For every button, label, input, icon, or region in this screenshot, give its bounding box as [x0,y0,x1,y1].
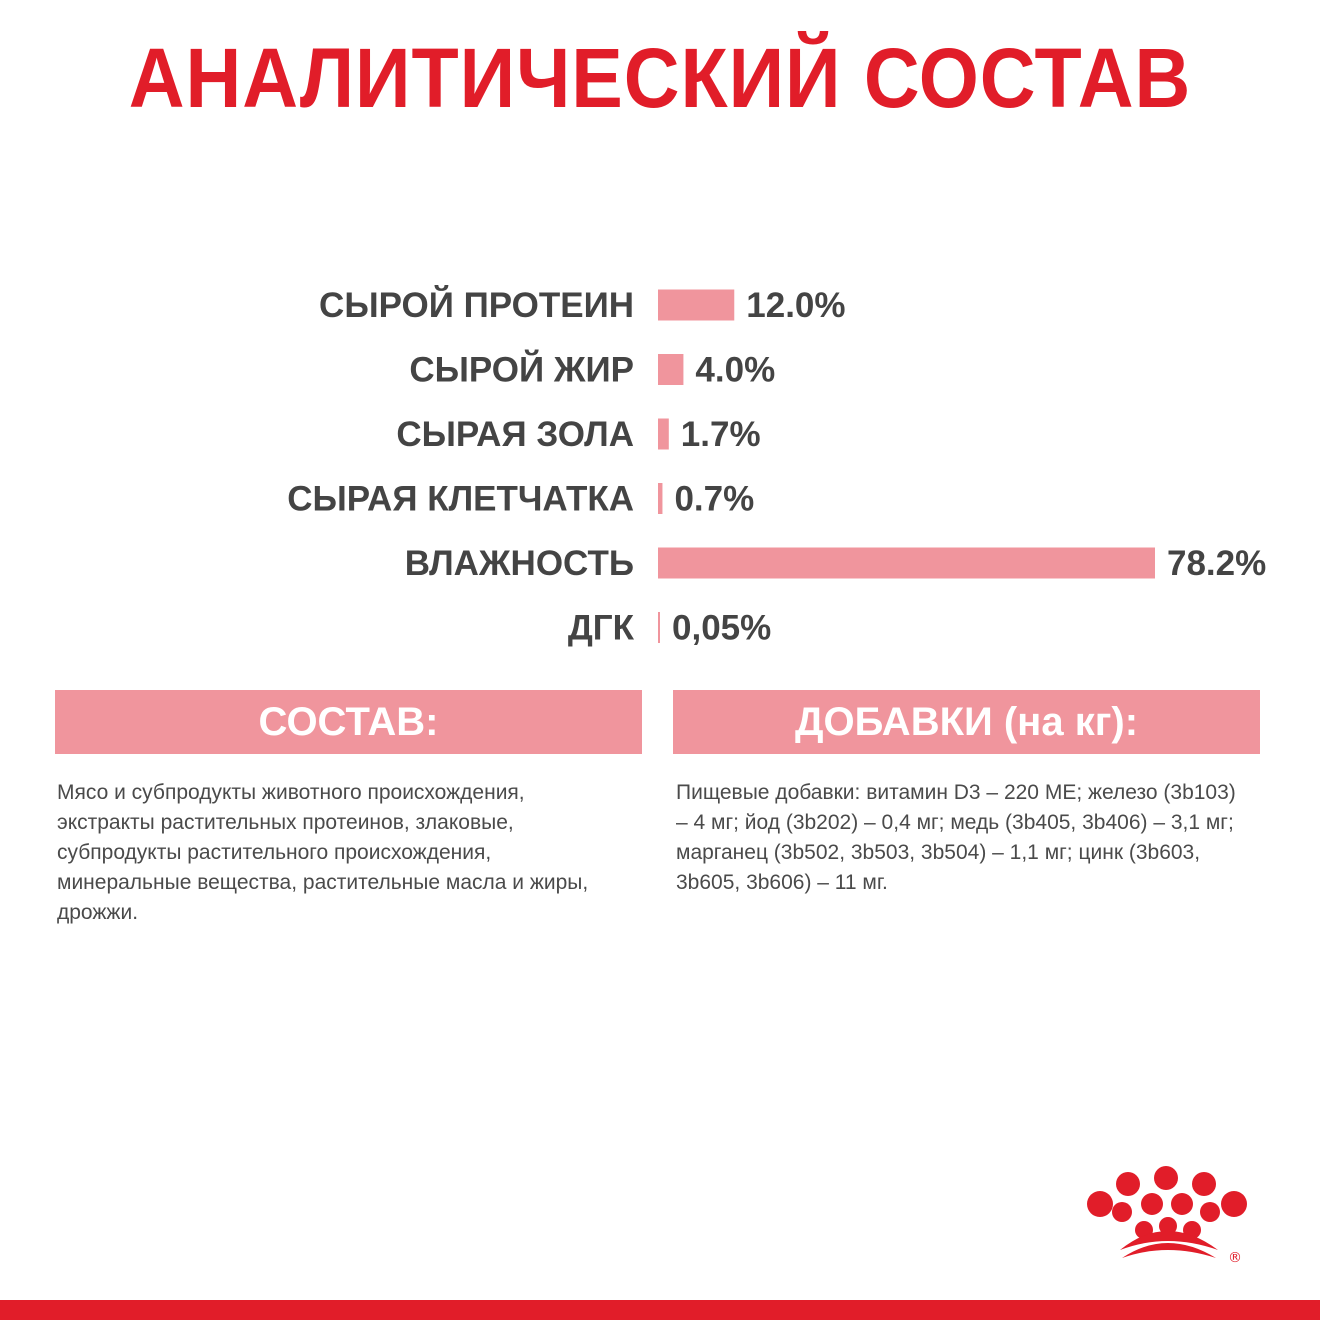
crown-dot [1141,1193,1163,1215]
additives-text: Пищевые добавки: витамин D3 – 220 МЕ; железо (3b103) – 4 мг; йод (3b202) – 0,4 мг; медь (3b405, 3b406) – 3,1 мг; марганец (3b502, 3b503, 3b504) – 1,1 мг; цинк (3b603, 3b605, 3b606) – 11 мг. [676,781,1236,894]
crown-dot [1087,1191,1113,1217]
category-label: СЫРАЯ КЛЕТЧАТКА [287,479,634,519]
crown-dot [1200,1202,1220,1222]
crown-dot [1116,1172,1140,1196]
value-label: 78.2% [1167,544,1267,583]
value-label: 4.0% [695,350,776,390]
page-title: АНАЛИТИЧЕСКИЙ СОСТАВ [128,31,1192,125]
crown-dot [1112,1202,1132,1222]
category-label: СЫРАЯ ЗОЛА [396,415,634,454]
bar [658,483,662,514]
bar [658,612,660,643]
crown-dot [1171,1193,1193,1215]
value-label: 0,05% [672,608,772,648]
additives-header [673,690,1260,754]
composition-text: Мясо и субпродукты животного происхождения, экстракты растительных протеинов, злаковые, субпродукты растительного происхождения, минеральные вещества, растительные масла и жиры, дрожжи. [57,781,589,924]
bar [658,548,1155,579]
composition-header [55,690,642,754]
category-label: СЫРОЙ ЖИР [409,350,634,390]
composition-heading: СОСТАВ: [258,699,439,744]
value-label: 0.7% [674,479,755,519]
additives-heading: ДОБАВКИ (на кг): [794,699,1139,744]
value-label: 12.0% [746,286,846,325]
crown-dot [1192,1172,1216,1196]
bar [658,354,683,385]
crown-swoosh [1120,1231,1218,1258]
registered-mark: ® [1228,1250,1242,1266]
bar [658,290,734,321]
crown-dot [1221,1191,1247,1217]
category-label: СЫРОЙ ПРОТЕИН [319,286,634,325]
category-label: ВЛАЖНОСТЬ [404,544,634,583]
crown-dot [1154,1166,1178,1190]
category-label: ДГК [567,608,634,648]
footer-red-bar [0,1300,1320,1320]
royal-crown-logo-icon [1082,1166,1262,1276]
value-label: 1.7% [680,415,761,454]
bar [658,419,669,450]
